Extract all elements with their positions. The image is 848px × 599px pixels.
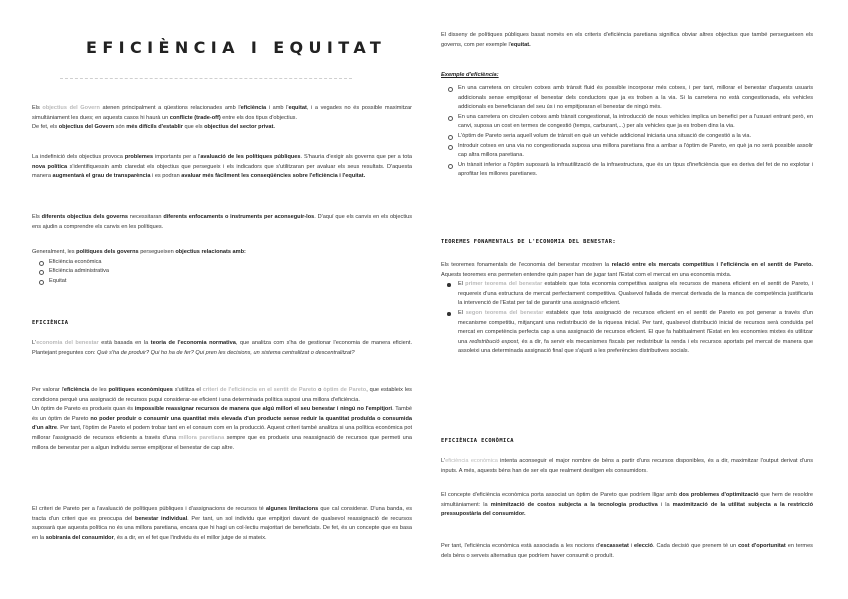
policies-paragraph: Generalment, les polítiques dels governs persegueixen objectius relacionats amb: Eficiència econòmica Eficiència administrativa Equitat xyxy=(32,248,412,286)
objectives-list xyxy=(32,258,412,287)
list-item: En una carretera on circulen cotxes amb trànsit fluid és possible incorporar més cotxes, i per tant, millorar el benestar d'aquests usuaris addicionals sense empitjorar el benestar dels conductors que ja es troben a la via. Si la carretera no està congestionada, els vehicles addicionals es beneficiaran del seu ús i no empitjoraran el benestar de ningú més. xyxy=(441,84,813,113)
theorems-paragraph: Els teoremes fonamentals de l'economia del benestar mostren la relació entre els mercats competitius i l'eficiència en el sentit de Pareto. Aquests teoremes ens permeten entendre quin paper han de jugar tant l'Estat com el mercat en una economia mixta. El primer teorema del benestar estableix que tota economia competitiva assigna els recursos de manera eficient en el sentit de Pareto, i requereix d'una estructura de mercat perfectament competitiva. Qualsevol fallada de mercat derivada de la manca de competència justificaria la intervenció de l'Estat per tal de garantir una assignació eficient. El segon teorema del benestar estableix que tota assignació de recursos eficient en el sentit de Pareto es pot generar a través d'un mecanisme competitiu, mitjançant una redistribució de la riquesa inicial. Per tant, qualsevol distribució inicial de recursos serà conduïda pel mercat en competència perfecta cap a una assignació de recursos eficient. El que fa habitualment l'Estat en les economies mixtes és utilitzar una redistribució expost, és a dir, fa servir els mecanismes fiscals per redistribuir la renda i els recursos aportats pel mercat de manera que assoleixi una determinada assignació final que s'ajusti a les preferències distributives socials. xyxy=(441,261,813,357)
list-item: Eficiència econòmica xyxy=(32,258,412,268)
optimization-paragraph: El concepte d'eficiència econòmica porta associat un òptim de Pareto que podríem lligar amb dos problemes d'optimització que hem de resoldre simultàniament: la minimització de costos subjecta a la tecnologia productiva i la maximització de la utilitat subjecta a la restricció pressupostària del consumidor. xyxy=(441,492,813,518)
list-item: Equitat xyxy=(32,277,412,287)
section-heading-eficiencia-economica: EFICIÈNCIA ECONÒMICA xyxy=(441,438,514,444)
example-list xyxy=(441,84,813,180)
list-item: Un trànsit inferior a l'òptim suposarà la infrautilització de la infraestructura, que és un tipus d'ineficiència que es deriva del fet de no explotar i aprofitar les millores paretianes. xyxy=(441,161,813,180)
intro-paragraph: Els objectius del Govern atenen principalment a qüestions relacionades amb l'eficiència i amb l'equitat, i a vegades no és possible maximitzar simultàniament les dues; en aquests casos hi haurà un conflicte (trade-off) entre els dos tipus d'objectius. De fet, els objectius del Govern són més difícils d'establir que els objectius del sector privat. xyxy=(32,105,412,131)
list-item: Introduir cotxes en una via no congestionada suposa una millora paretiana fins a arribar a l'òptim de Pareto, en què ja no serà possible assolir cap altra millora paretiana. xyxy=(441,142,813,161)
equity-paragraph: El disseny de polítiques públiques basat només en els criteris d'eficiència paretiana significa obviar altres objectius que també persegueixen els governs, com per exemple l'equitat. xyxy=(441,32,813,48)
pareto-criterion-paragraph: Per valorar l'eficiència de les polítiques econòmiques s'utilitza el criteri de l'eficiència en el sentit de Pareto o òptim de Pareto, que estableix les condicions perquè una assignació de recursos pugui considerar-se eficient i una determinada política suposi una millora d'eficiència. Un òptim de Pareto es produeix quan és impossible reassignar recursos de manera que algú millori el seu benestar i ningú no l'empitjori. També és un òptim de Pareto no poder produir o consumir una quantitat més elevada d'un producte sense reduir la quantitat produïda o consumida d'un altre. Per tant, l'òptim de Pareto el podem trobar tant en el consum com en la producció. Aquest criteri també analitza si una política econòmica pot millorar l'assignació de recursos eficients a través d'una millora paretiana sempre que es produeix una reassignació de recursos que permeti una millora de benestar per a algun individu sense empitjorar el benestar de cap altre. xyxy=(32,387,413,451)
list-item-first-theorem: El primer teorema del benestar estableix que tota economia competitiva assigna els recursos de manera eficient en el sentit de Pareto, i requereix d'una estructura de mercat perfectament competitiva. Qualsevol fallada de mercat derivada de la manca de competència justificaria la intervenció de l'Estat per tal de garantir una assignació eficient. xyxy=(441,280,813,309)
section-heading-teoremes: TEOREMES FONAMENTALS DE L'ECONOMIA DEL BENESTAR: xyxy=(441,239,616,245)
list-item: En una carretera on circulen cotxes amb trànsit congestionat, la introducció de nous vehicles implica un benefici per a l'usuari entrant però, en canvi, suposa un cost en termes de congestió (temps, carburant,...) per als vehicles que ja es troben dins la via. xyxy=(441,113,813,132)
welfare-economics-paragraph: L'economia del benestar està basada en la teoria de l'economia normativa, que analitza com s'ha de gestionar l'economia de manera eficient. Plantejant preguntes con: Què s'ha de produir? Qui ho ha de fer? Qui pren les decisions, un sistema centralitzat o descentralitzat? xyxy=(32,340,412,356)
list-item: Eficiència administrativa xyxy=(32,267,412,277)
scarcity-paragraph: Per tant, l'eficiència econòmica està associada a les nocions d'escassetat i elecció. Cada decisió que prenem té un cost d'oportunitat en termes dels béns o serveis alternatius que podríem haver consumit o produït. xyxy=(441,543,813,559)
theorems-list xyxy=(441,280,813,357)
objectives-paragraph: La indefinició dels objectius provoca problemes importants per a l'avaluació de les polítiques públiques. S'hauria d'exigir als governs que per a tota nova política s'identifiquessin amb claredat els objectius que persegueix i els indicadors que s'utilitzaran per avaluar els seus resultats. D'aquesta manera augmentarà el grau de transparència i es podran avaluar més fàcilment les conseqüències sobre l'eficiència i l'equitat. xyxy=(32,154,413,180)
example-heading: Exemple d'eficiència: xyxy=(441,72,499,78)
section-heading-eficiencia: EFICIÈNCIA xyxy=(32,320,69,326)
instruments-paragraph: Els diferents objectius dels governs necessitaran diferents enfocaments o instruments per aconseguir-los. D'aquí que els canvis en els objectius ens ajudin a comprendre els canvis en les polítiques. xyxy=(32,214,413,230)
list-item-second-theorem: El segon teorema del benestar estableix que tota assignació de recursos eficient en el sentit de Pareto es pot generar a través d'un mecanisme competitiu, mitjançant una redistribució de la riquesa inicial. Per tant, qualsevol distribució inicial de recursos serà conduïda pel mercat en competència perfecta cap a una assignació de recursos eficient. El que fa habitualment l'Estat en les economies mixtes és utilitzar una redistribució expost, és a dir, fa servir els mecanismes fiscals per redistribuir la renda i els recursos aportats pel mercat de manera que assoleixi una determinada assignació final que s'ajusti a les preferències distributives socials. xyxy=(441,309,813,357)
title-divider xyxy=(60,78,352,79)
economic-efficiency-paragraph: L'eficiència econòmica intenta aconseguir el major nombre de béns a partir d'uns recursos disponibles, és a dir, maximitzar l'output derivat d'uns inputs. A més, aquests béns han de ser els que realment desitgen els consumidors. xyxy=(441,458,813,474)
pareto-limitations-paragraph: El criteri de Pareto per a l'avaluació de polítiques públiques i d'assignacions de recursos té algunes limitacions que cal considerar. D'una banda, es tracta d'un criteri que es preocupa del benestar individual. Per tant, un sol individu que empitjori davant de qualsevol reassignació de recursos suposarà que aquesta política no és una millora paretiana, encara que hi hagi un col·lectiu majoritari de beneficiats. De fet, és un concepte que es basa en la sobirania del consumidor, és a dir, en el fet que l'individu és el millor jutge de si mateix. xyxy=(32,506,413,541)
page-title: EFICIÈNCIA I EQUITAT xyxy=(86,38,387,57)
list-item: L'òptim de Pareto seria aquell volum de trànsit en què un vehicle addicional iniciaria una situació de congestió a la via. xyxy=(441,132,813,142)
